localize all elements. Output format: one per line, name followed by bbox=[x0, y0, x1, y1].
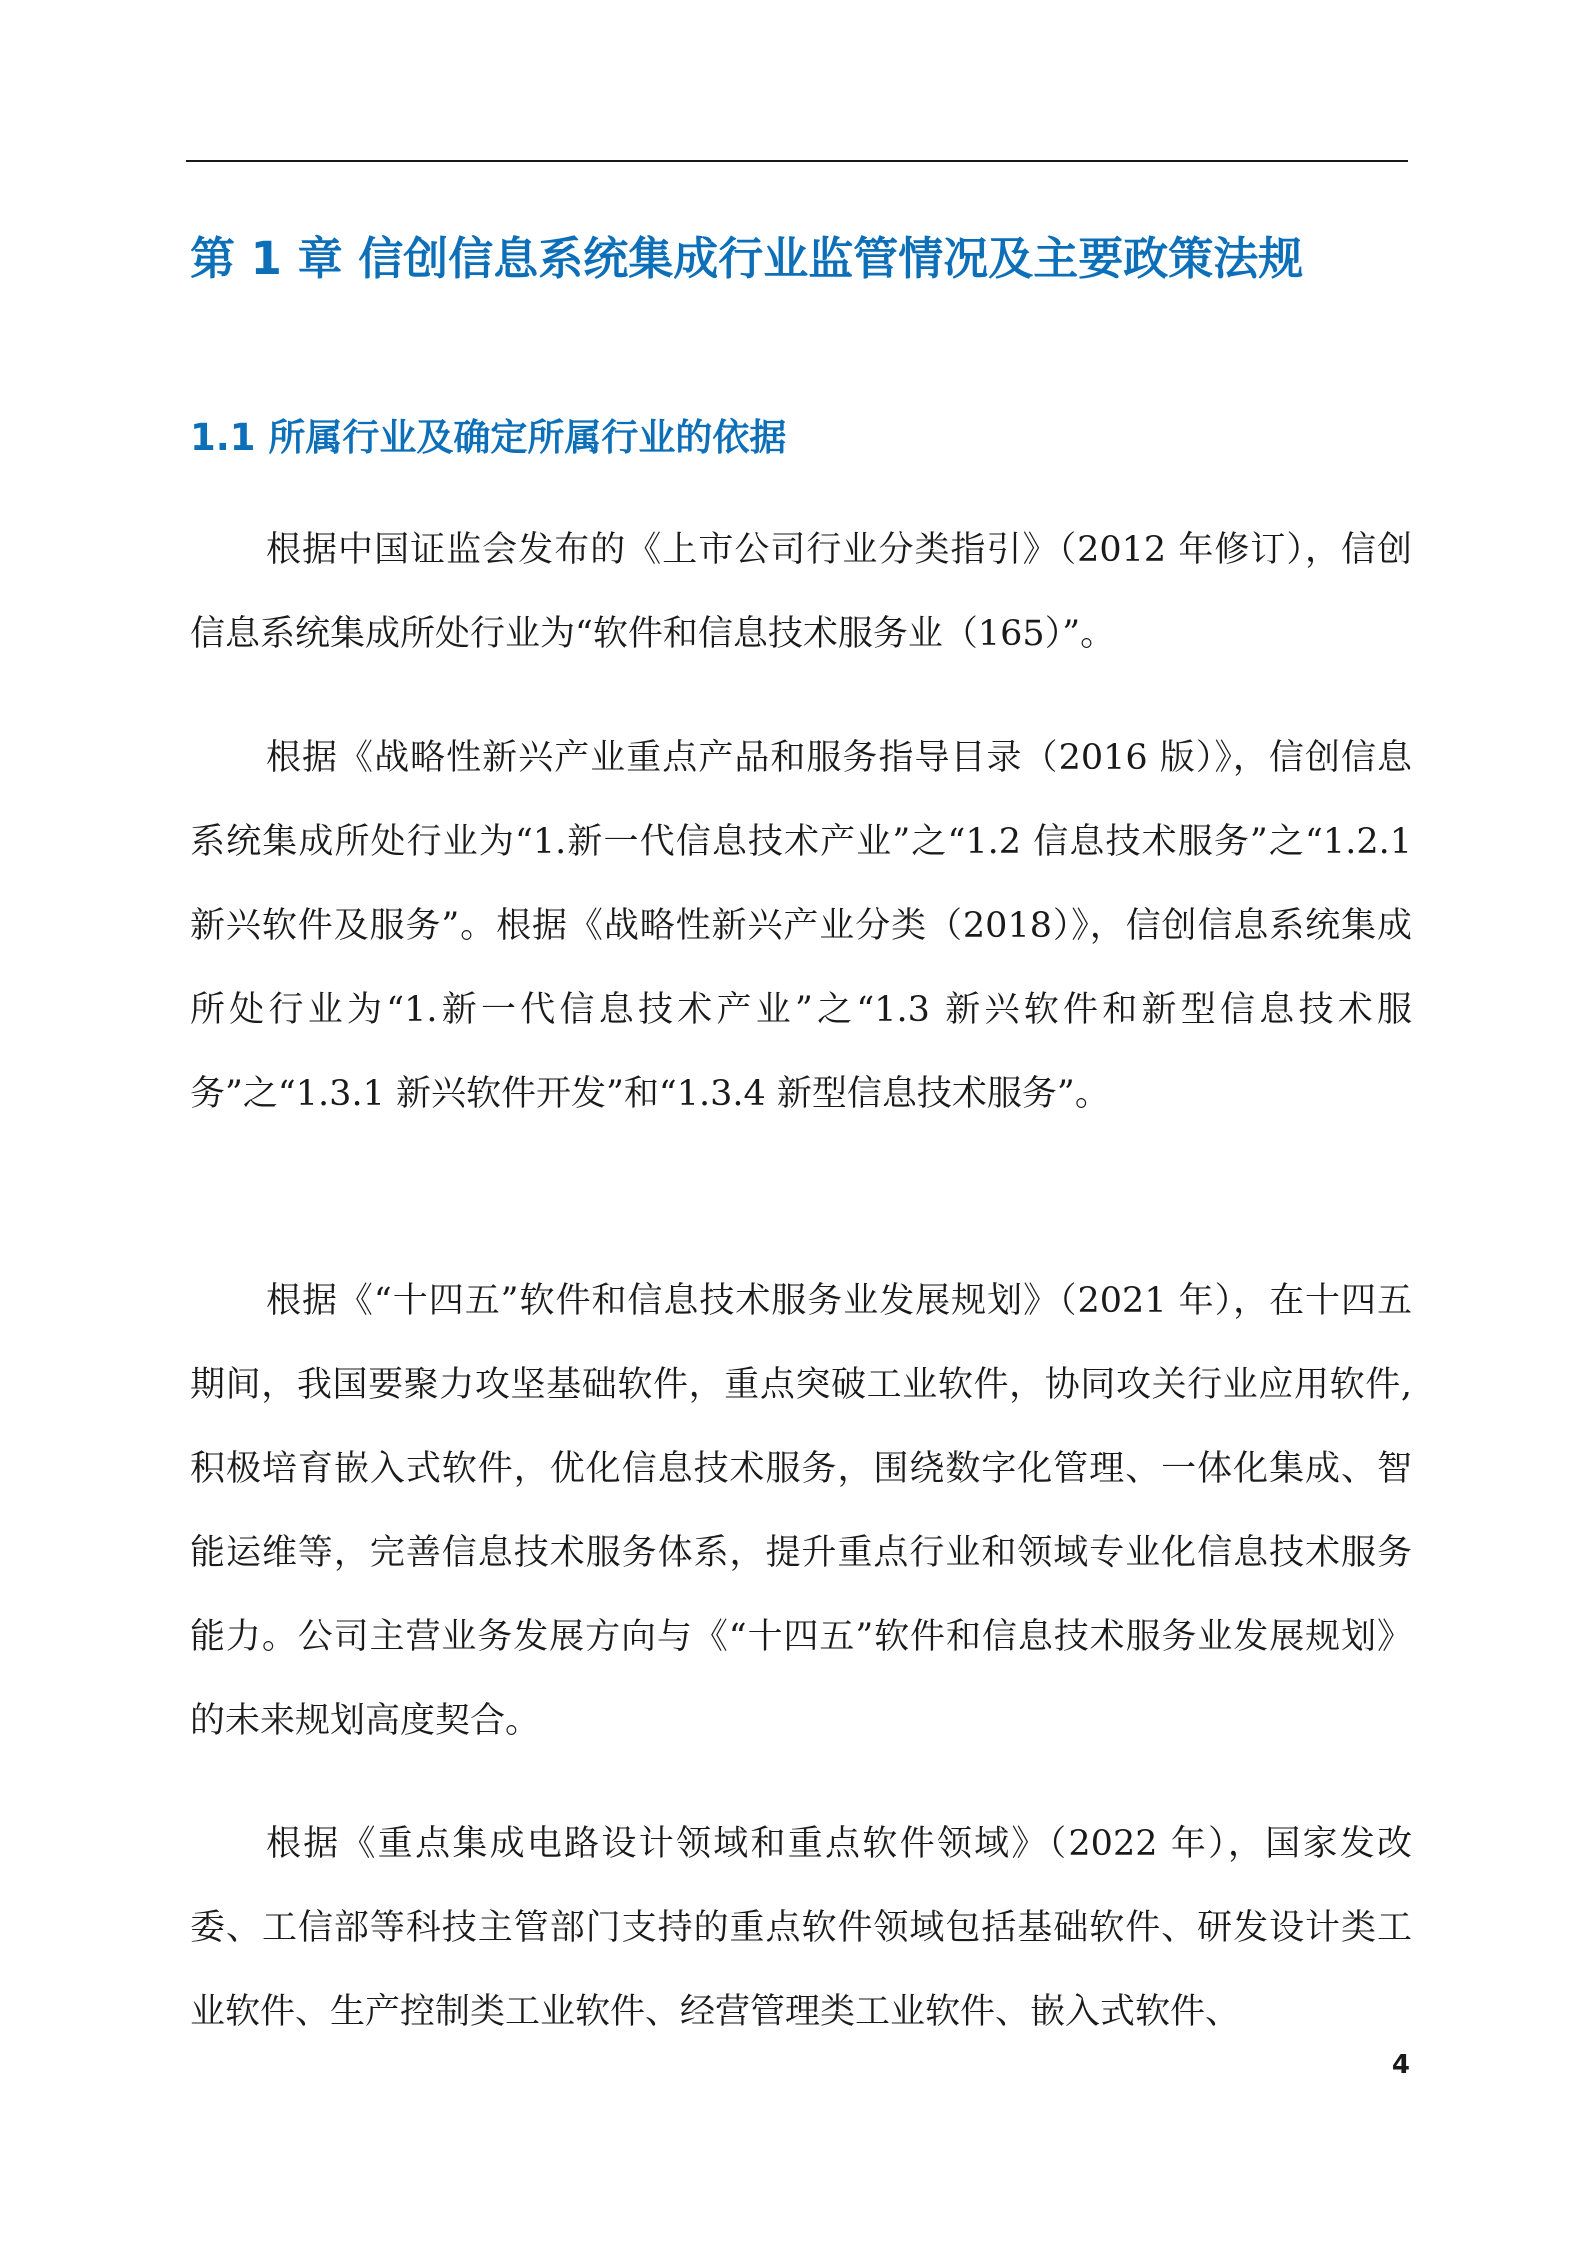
header-rule bbox=[186, 160, 1408, 162]
chapter-title: 第 1 章 信创信息系统集成行业监管情况及主要政策法规 bbox=[190, 232, 1304, 285]
body-paragraph-1: 根据中国证监会发布的《上市公司行业分类指引》（2012 年修订），信创信息系统集成所处行业为“软件和信息技术服务业（165）”。 bbox=[190, 530, 1412, 654]
page-number: 4 bbox=[1391, 2050, 1410, 2080]
body-paragraph-3: 根据《“十四五”软件和信息技术服务业发展规划》（2021 年），在十四五期间，我国要聚力攻坚基础软件，重点突破工业软件，协同攻关行业应用软件,积极培育嵌入式软件，优化信息技术服务，围绕数字化管理、一体化集成、智能运维等，完善信息技术服务体系，提升重点行业和领域专业化信息技术服务能力。公司主营业务发展方向与《“十四五”软件和信息技术服务业发展规划》的未来规划高度契合。 bbox=[190, 1281, 1412, 1741]
section-title: 1.1 所属行业及确定所属行业的依据 bbox=[190, 416, 787, 459]
body-paragraph-4: 根据《重点集成电路设计领域和重点软件领域》（2022 年），国家发改委、工信部等科技主管部门支持的重点软件领域包括基础软件、研发设计类工业软件、生产控制类工业软件、经营管理类工业软件、嵌入式软件、 bbox=[190, 1824, 1412, 2032]
body-paragraph-2: 根据《战略性新兴产业重点产品和服务指导目录（2016 版）》，信创信息系统集成所处行业为“1.新一代信息技术产业”之“1.2 信息技术服务”之“1.2.1 新兴软件及服务”。根据《战略性新兴产业分类（2018）》，信创信息系统集成所处行业为“1.新一代信息技术产业”之“1.3 新兴软件和新型信息技术服务”之“1.3.1 新兴软件开发”和“1.3.4 新型信息技术服务”。 bbox=[190, 738, 1412, 1114]
